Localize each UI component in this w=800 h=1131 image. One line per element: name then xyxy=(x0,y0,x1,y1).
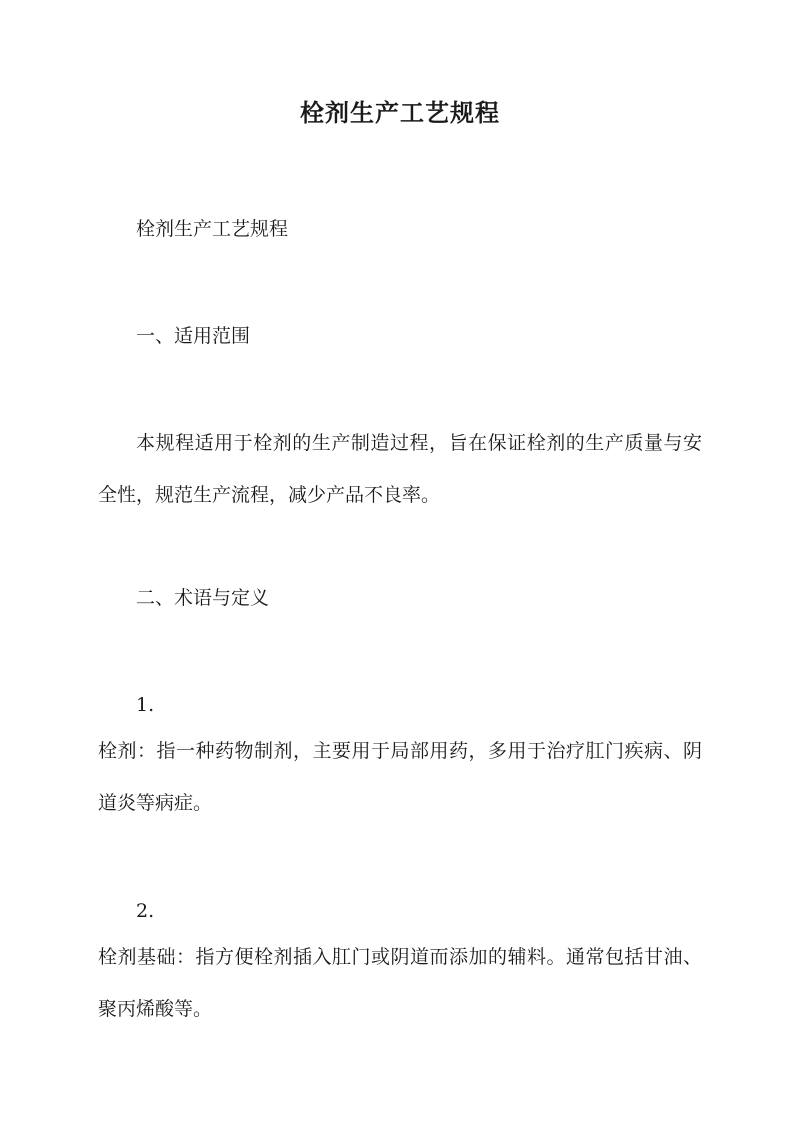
section1-heading: 一、适用范围 xyxy=(136,325,251,347)
item-2-text: 栓剂基础：指方便栓剂插入肛门或阴道而添加的辅料。通常包括甘油、聚丙烯酸等。 xyxy=(98,946,702,1020)
section2-heading: 二、术语与定义 xyxy=(136,587,270,609)
item-2-number: 2. xyxy=(136,900,155,922)
item-1-text: 栓剂：指一种药物制剂，主要用于局部用药，多用于治疗肛门疾病、阴道炎等病症。 xyxy=(98,740,702,814)
document-title: 栓剂生产工艺规程 xyxy=(300,98,500,127)
document-subtitle: 栓剂生产工艺规程 xyxy=(136,218,289,240)
item-1-number: 1. xyxy=(136,694,155,716)
section1-body: 本规程适用于栓剂的生产制造过程，旨在保证栓剂的生产质量与安全性，规范生产流程，减少产品不良率。 xyxy=(98,432,702,506)
